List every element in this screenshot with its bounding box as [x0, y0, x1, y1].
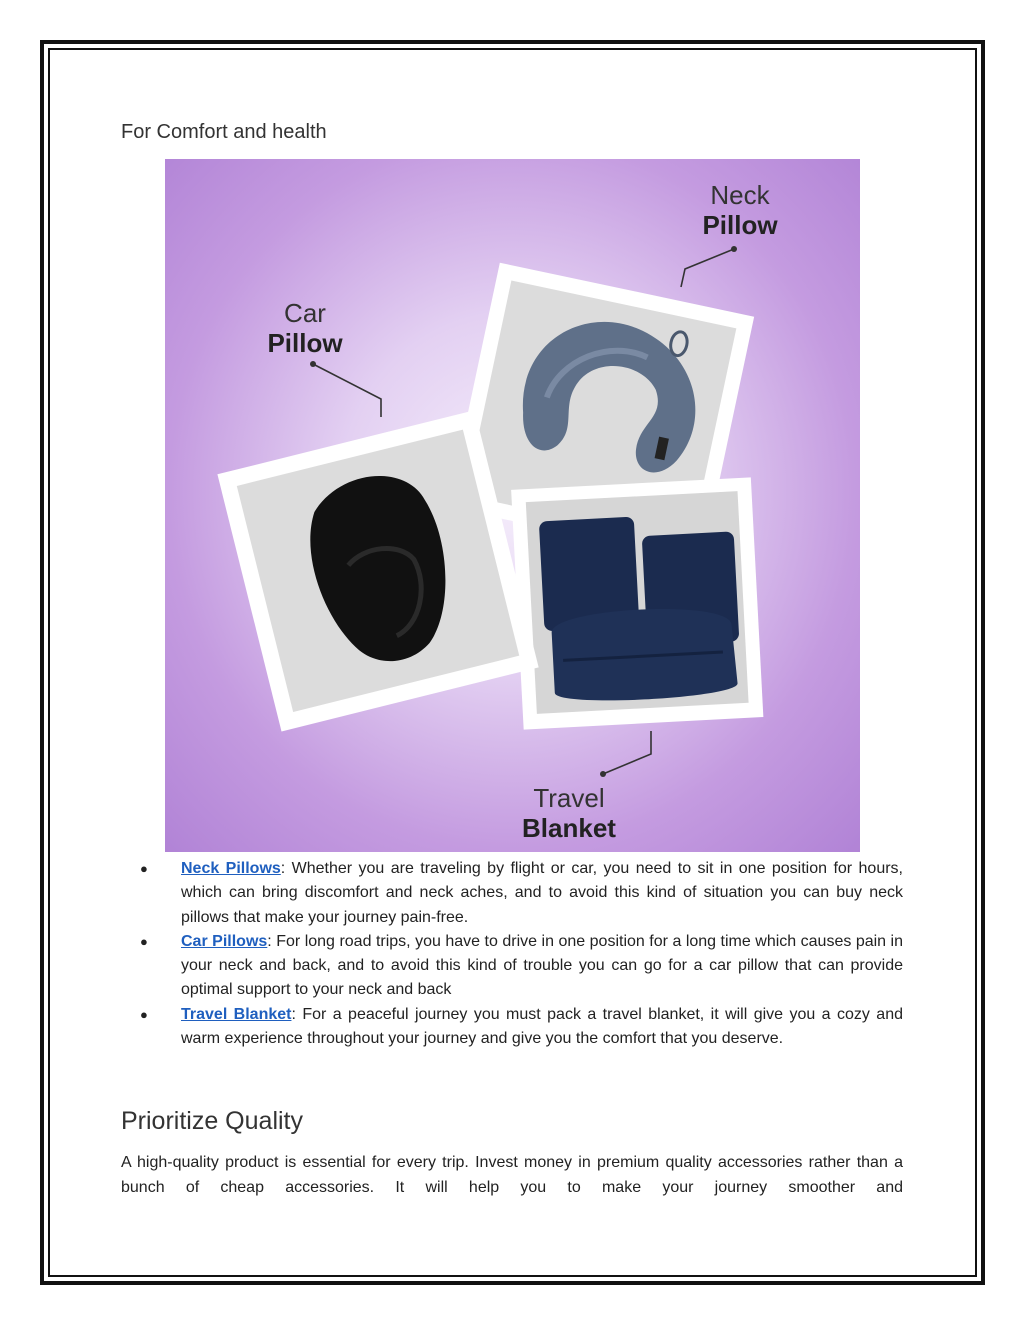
blanket-leader-line — [603, 731, 651, 774]
section-heading: For Comfort and health — [121, 121, 327, 143]
neck-leader-line — [681, 249, 734, 287]
blanket-folded — [551, 605, 738, 704]
list-item-car-pillows — [121, 930, 903, 1003]
list-item-text: : For a peaceful journey you must pack a travel blanket, it will give you a cozy and warm experience throughout your journey and give you the comfort that you deserve. — [181, 1005, 903, 1048]
car-label-line2: Pillow — [267, 328, 343, 358]
blanket-leader-dot — [600, 771, 606, 777]
list-item-travel-blanket — [121, 1003, 903, 1052]
neck-leader-dot — [731, 246, 737, 252]
neck-label-line2: Pillow — [702, 210, 778, 240]
list-item-text: : For long road trips, you have to drive in one position for a long time which causes pain in your neck and back, and to avoid this kind of trouble you can go for a car pillow that can provide optimal support to your neck and back — [181, 932, 904, 999]
travel-blanket-link[interactable]: Travel Blanket — [181, 1005, 292, 1023]
blanket-label-line2: Blanket — [522, 813, 616, 843]
car-pillows-link[interactable]: Car Pillows — [181, 932, 268, 950]
blanket-card — [511, 477, 763, 729]
quality-paragraph: A high-quality product is essential for every trip. Invest money in premium quality accessories rather than a bunch of cheap accessories. It will help you to make your journey smoother and — [121, 1154, 903, 1196]
accessory-list — [121, 857, 903, 1051]
list-item-neck-pillows — [121, 857, 903, 930]
quality-heading: Prioritize Quality — [121, 1107, 303, 1135]
bullet-icon: ● — [140, 933, 148, 949]
bullet-icon: ● — [140, 861, 148, 876]
travel-accessories-illustration — [165, 159, 860, 852]
bullet-icon: ● — [140, 1006, 148, 1022]
blanket-label-line1: Travel — [533, 783, 605, 813]
neck-pillows-link[interactable]: Neck Pillows — [181, 860, 281, 877]
car-leader-dot — [310, 361, 316, 367]
neck-label-line1: Neck — [710, 180, 770, 210]
list-item-text: : Whether you are traveling by flight or car, you need to sit in one position for hours, which can bring discomfort and neck aches, and to avoid this kind of situation you can buy neck pillows that make your journey pain-free. — [181, 860, 904, 926]
car-label-line1: Car — [284, 298, 326, 328]
travel-accessories-image — [165, 159, 860, 852]
car-leader-line — [313, 364, 381, 417]
